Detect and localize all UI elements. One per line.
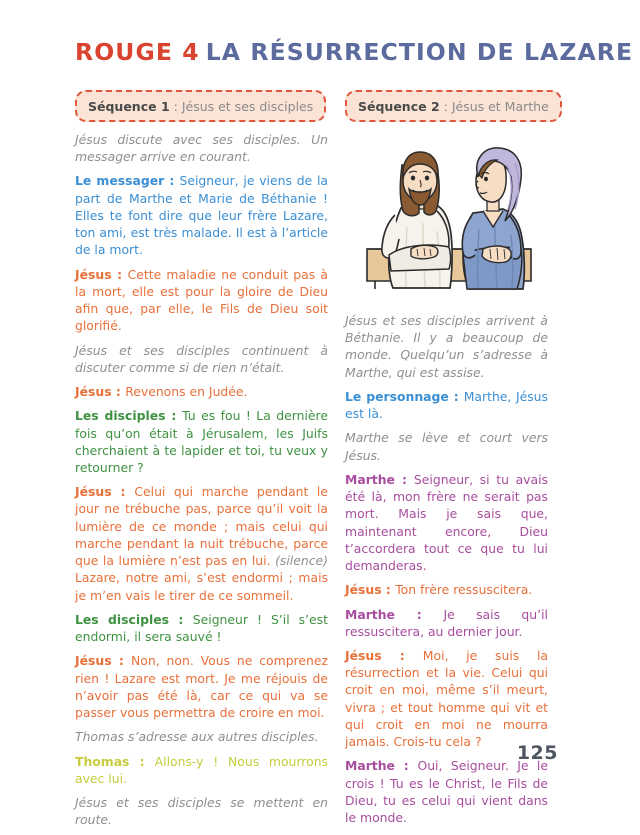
dialogue-line xyxy=(75,611,328,645)
inline-stage-direction: (silence) xyxy=(275,553,328,569)
jesus-and-marthe-illustration xyxy=(345,131,548,303)
speaker-separator: : xyxy=(164,173,180,189)
dialogue-line xyxy=(345,388,548,422)
sequence-1-separator: : xyxy=(169,99,182,114)
speaker-name: Le personnage xyxy=(345,388,449,404)
dialogue-line xyxy=(345,606,548,640)
lesson-title: LA RÉSURRECTION DE LAZARE xyxy=(205,38,634,66)
speaker-name: Jésus xyxy=(75,266,112,282)
speaker-separator: : xyxy=(129,753,155,769)
speaker-separator: : xyxy=(394,471,414,487)
sequence-1-subtitle: Jésus et ses disciples xyxy=(181,99,314,114)
dialogue-text: Revenons en Judée. xyxy=(125,384,248,400)
dialogue-text: Allons-y ! Nous mourrons avec lui. xyxy=(75,753,328,786)
page-number: 125 xyxy=(516,742,558,764)
sequence-2-header xyxy=(345,90,562,122)
speaker-separator: : xyxy=(394,606,444,622)
series-label: ROUGE 4 xyxy=(75,38,200,66)
speaker-separator: : xyxy=(381,582,396,598)
speaker-separator: : xyxy=(448,388,464,404)
dialogue-text: Marthe, Jésus est là. xyxy=(345,388,548,422)
stage-direction: Marthe se lève et court vers Jésus. xyxy=(345,430,548,463)
dialogue-text: Je sais qu’il ressuscitera, au dernier jour. xyxy=(345,606,548,639)
speaker-name: Les disciples xyxy=(75,611,170,627)
speaker-name: Jésus xyxy=(75,484,112,500)
dialogue-line xyxy=(75,652,328,721)
sequence-2-label: Séquence 2 xyxy=(358,99,440,114)
dialogue-line xyxy=(345,647,548,750)
speaker-name: Jésus xyxy=(75,384,112,400)
dialogue-text: Cette maladie ne conduit pas à la mort, elle est pour la gloire de Dieu afin que, par elle, le Fils de Dieu soit glorifié. xyxy=(75,266,328,334)
speaker-name: Jésus xyxy=(345,582,382,598)
speaker-name: Marthe xyxy=(345,758,395,774)
sequence-1-label: Séquence 1 xyxy=(88,99,170,114)
speaker-name: Marthe xyxy=(345,471,395,487)
dialogue-text: Seigneur ! S’il s’est endormi, il sera sauvé ! xyxy=(75,611,328,645)
dialogue-line xyxy=(75,753,328,787)
speaker-name: Marthe xyxy=(345,606,395,622)
speaker-name: Jésus xyxy=(345,647,382,663)
dialogue-line xyxy=(75,383,328,400)
dialogue-text: Oui, Seigneur. Je le crois ! Tu es le Christ, le Fils de Dieu, tu es celui qui vient dans le monde. xyxy=(345,758,548,826)
speaker-separator: : xyxy=(381,647,423,663)
column-sequence-2 xyxy=(345,90,548,833)
dialogue-text: Seigneur, je viens de la part de Marthe et Marie de Béthanie ! Elles te font dire que leur frère Lazare, ton ami, est très malade. Il est à l’article de la mort. xyxy=(75,173,328,258)
speaker-name: Les disciples xyxy=(75,408,166,424)
stage-direction: Thomas s’adresse aux autres disciples. xyxy=(75,729,319,745)
speaker-separator: : xyxy=(169,611,193,627)
speaker-name: Le messager xyxy=(75,173,165,189)
sequence-2-separator: : xyxy=(439,99,452,114)
dialogue-text: Ton frère ressuscitera. xyxy=(395,582,533,598)
speaker-name: Jésus xyxy=(75,653,112,669)
column-sequence-1 xyxy=(75,90,328,835)
dialogue-line xyxy=(345,471,548,574)
stage-direction: Jésus discute avec ses disciples. Un messager arrive en courant. xyxy=(75,132,328,165)
dialogue-text: Seigneur, si tu avais été là, mon frère ne serait pas mort. Mais je sais que, maintenant encore, Dieu t’accordera tout ce que tu lui demanderas. xyxy=(345,471,548,574)
speaker-separator: : xyxy=(111,266,128,282)
dialogue-text: Tu es fou ! La dernière fois qu’on était à Jérusalem, les Juifs cherchaient à te lapider et toi, tu veux y retourner ? xyxy=(75,408,328,475)
stage-direction: Jésus et ses disciples se mettent en route. xyxy=(75,794,328,828)
speaker-separator: : xyxy=(165,408,183,424)
dialogue-line xyxy=(75,172,328,258)
dialogue-text: Celui qui marche pendant le jour ne trébuche pas, parce qu’il voit la lumière de ce monde ; mais celui qui marche pendant la nuit trébuche, parce que la lumière n’est pas en lui. xyxy=(75,484,328,569)
dialogue-line xyxy=(75,483,328,604)
page-title xyxy=(75,38,634,66)
speaker-name: Thomas xyxy=(75,753,130,769)
speaker-separator: : xyxy=(111,484,135,500)
dialogue-line xyxy=(345,581,548,598)
sequence-1-header xyxy=(75,90,326,122)
dialogue-line xyxy=(75,266,328,335)
stage-direction: Jésus et ses disciples arrivent à Béthanie. Il y a beaucoup de monde. Quelqu’un s’adresse à Marthe, qui est assise. xyxy=(345,313,548,380)
dialogue-text: Moi, je suis la résurrection et la vie. Celui qui croit en moi, même s’il meurt, vivra ; et tout homme qui vit et qui croit en moi ne mourra jamais. Crois-tu cela ? xyxy=(345,647,548,750)
dialogue-line xyxy=(345,757,548,826)
speaker-separator: : xyxy=(394,758,418,774)
dialogue-text: Non, non. Vous ne comprenez rien ! Lazare est mort. Je me réjouis de n’avoir pas été là, car ce qui va se passer vous permettra de croire en moi. xyxy=(75,653,328,721)
stage-direction: Jésus et ses disciples continuent à discuter comme si de rien n’était. xyxy=(75,342,328,375)
speaker-separator: : xyxy=(111,384,126,400)
dialogue-text-continued: Lazare, notre ami, s’est endormi ; mais je m’en vais le tirer de ce sommeil. xyxy=(75,570,328,603)
speaker-separator: : xyxy=(111,653,132,669)
sequence-2-subtitle: Jésus et Marthe xyxy=(451,99,549,114)
dialogue-line xyxy=(75,407,328,476)
